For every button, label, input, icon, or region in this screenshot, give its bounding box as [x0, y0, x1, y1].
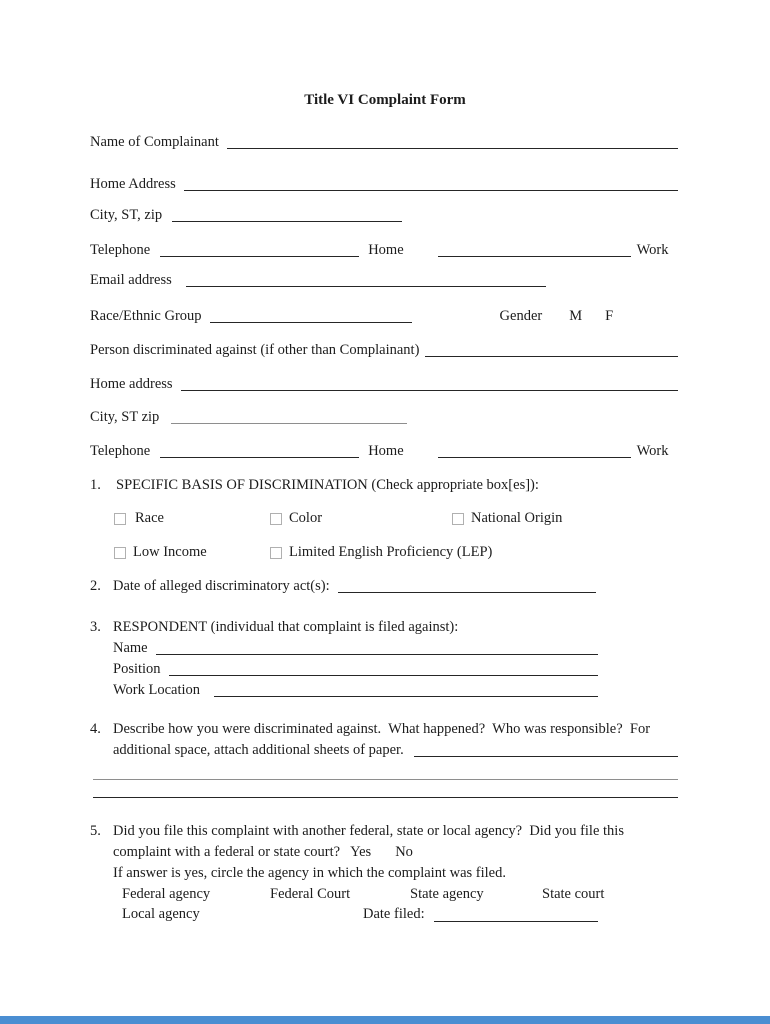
q3-name-input-line[interactable] [156, 654, 598, 655]
q4-prompt-line1: Describe how you were discriminated against. What happened? Who was responsible? For [113, 721, 651, 737]
q1-option-national-origin[interactable] [452, 510, 562, 527]
complainant-city-label: City, ST, zip [90, 207, 163, 223]
form-title: Title VI Complaint Form [304, 92, 466, 108]
q3-heading-row [90, 619, 678, 636]
q3-work-location-label: Work Location [113, 682, 201, 698]
complainant-city-row [90, 207, 678, 224]
color-checkbox-icon[interactable] [270, 513, 282, 525]
race-checkbox-icon[interactable] [114, 513, 126, 525]
q4-prompt-row-2 [113, 742, 678, 759]
lep-checkbox-icon[interactable] [270, 547, 282, 559]
person-home-address-row [90, 376, 678, 393]
q1-heading: SPECIFIC BASIS OF DISCRIMINATION (Check appropriate box[es]): [116, 477, 539, 493]
q4-number: 4. [90, 721, 101, 737]
complainant-race-row [90, 308, 678, 325]
q5-agency-state-agency[interactable]: State agency [410, 886, 484, 902]
q4-description-input-line-1[interactable] [414, 756, 678, 757]
q5-number: 5. [90, 823, 101, 839]
q5-instruction-row [113, 865, 678, 882]
q3-position-input-line[interactable] [169, 675, 598, 676]
complainant-phone-home-label: Home [368, 242, 404, 258]
q2-number: 2. [90, 578, 101, 594]
person-discriminated-input-line[interactable] [425, 356, 678, 357]
complainant-race-input-line[interactable] [210, 322, 412, 323]
q1-option-race[interactable] [114, 510, 164, 527]
person-city-label: City, ST zip [90, 409, 160, 425]
complainant-city-input-line[interactable] [172, 221, 402, 222]
q2-label: Date of alleged discriminatory act(s): [113, 578, 330, 594]
q1-option-race-label: Race [135, 510, 164, 526]
q5-agency-federal-agency[interactable]: Federal agency [122, 886, 211, 902]
complainant-email-input-line[interactable] [186, 286, 546, 287]
q1-option-low-income-label: Low Income [133, 544, 207, 560]
q5-yes-option[interactable]: Yes [350, 844, 372, 860]
q1-option-color-label: Color [289, 510, 323, 526]
q3-work-location-input-line[interactable] [214, 696, 598, 697]
person-home-address-label: Home address [90, 376, 173, 392]
q3-work-location-row [113, 682, 598, 699]
complainant-telephone-row [90, 242, 678, 259]
complainant-home-address-input-line[interactable] [184, 190, 678, 191]
q5-prompt-line1: Did you file this complaint with another federal, state or local agency? Did you file this [113, 823, 624, 839]
q1-option-lep-label: Limited English Proficiency (LEP) [289, 544, 493, 560]
complainant-home-address-row [90, 176, 678, 193]
person-phone-work-label: Work [636, 443, 669, 459]
q2-date-input-line[interactable] [338, 592, 596, 593]
q5-prompt-row-2 [113, 844, 678, 861]
q5-agency-federal-court[interactable]: Federal Court [270, 886, 351, 902]
q3-name-row [113, 640, 598, 657]
person-telephone-row [90, 443, 678, 460]
complainant-telephone-home-input-line[interactable] [160, 256, 359, 257]
q5-prompt-row-1 [90, 823, 678, 840]
q3-number: 3. [90, 619, 101, 635]
q3-position-label: Position [113, 661, 161, 677]
q1-option-color[interactable] [270, 510, 322, 527]
q1-heading-row [90, 477, 678, 494]
q1-option-lep[interactable] [270, 544, 492, 561]
q5-agency-state-court[interactable]: State court [542, 886, 605, 902]
q3-name-label: Name [113, 640, 148, 656]
person-city-row [90, 409, 678, 426]
complainant-telephone-work-input-line[interactable] [438, 256, 631, 257]
q3-position-row [113, 661, 598, 678]
person-discriminated-label: Person discriminated against (if other than Complainant) [90, 342, 420, 358]
complainant-home-address-label: Home Address [90, 176, 176, 192]
q5-agency-local-agency[interactable]: Local agency [122, 906, 200, 922]
q4-description-input-line-3[interactable] [93, 797, 678, 798]
gender-option-f[interactable]: F [605, 308, 614, 324]
complainant-name-label: Name of Complainant [90, 134, 219, 150]
complainant-email-label: Email address [90, 272, 172, 288]
q5-prompt-line2: complaint with a federal or state court? [113, 844, 341, 860]
complainant-phone-work-label: Work [636, 242, 669, 258]
person-phone-home-label: Home [368, 443, 404, 459]
complainant-race-label: Race/Ethnic Group [90, 308, 202, 324]
q1-option-low-income[interactable] [114, 544, 207, 561]
page-bottom-bar [0, 1016, 770, 1024]
q5-date-filed-label: Date filed: [363, 906, 425, 922]
gender-label: Gender [499, 308, 543, 324]
q4-prompt-line2: additional space, attach additional sheets of paper. [113, 742, 404, 758]
q5-no-option[interactable]: No [395, 844, 413, 860]
person-telephone-work-input-line[interactable] [438, 457, 631, 458]
complainant-name-row [90, 134, 678, 151]
person-home-address-input-line[interactable] [181, 390, 678, 391]
q1-option-national-origin-label: National Origin [471, 510, 563, 526]
complainant-name-input-line[interactable] [227, 148, 678, 149]
complainant-telephone-label: Telephone [90, 242, 151, 258]
person-city-input-line[interactable] [171, 423, 407, 424]
q1-number: 1. [90, 477, 101, 493]
person-telephone-label: Telephone [90, 443, 151, 459]
low-income-checkbox-icon[interactable] [114, 547, 126, 559]
q3-heading: RESPONDENT (individual that complaint is filed against): [113, 619, 459, 635]
q5-date-filed-input-line[interactable] [434, 921, 598, 922]
person-discriminated-row [90, 342, 678, 359]
complainant-email-row [90, 272, 678, 289]
q2-row [90, 578, 678, 595]
national-origin-checkbox-icon[interactable] [452, 513, 464, 525]
q4-description-input-line-2[interactable] [93, 779, 678, 780]
person-telephone-home-input-line[interactable] [160, 457, 359, 458]
q4-prompt-row-1 [90, 721, 678, 738]
q5-instruction: If answer is yes, circle the agency in which the complaint was filed. [113, 865, 506, 881]
gender-option-m[interactable]: M [569, 308, 583, 324]
